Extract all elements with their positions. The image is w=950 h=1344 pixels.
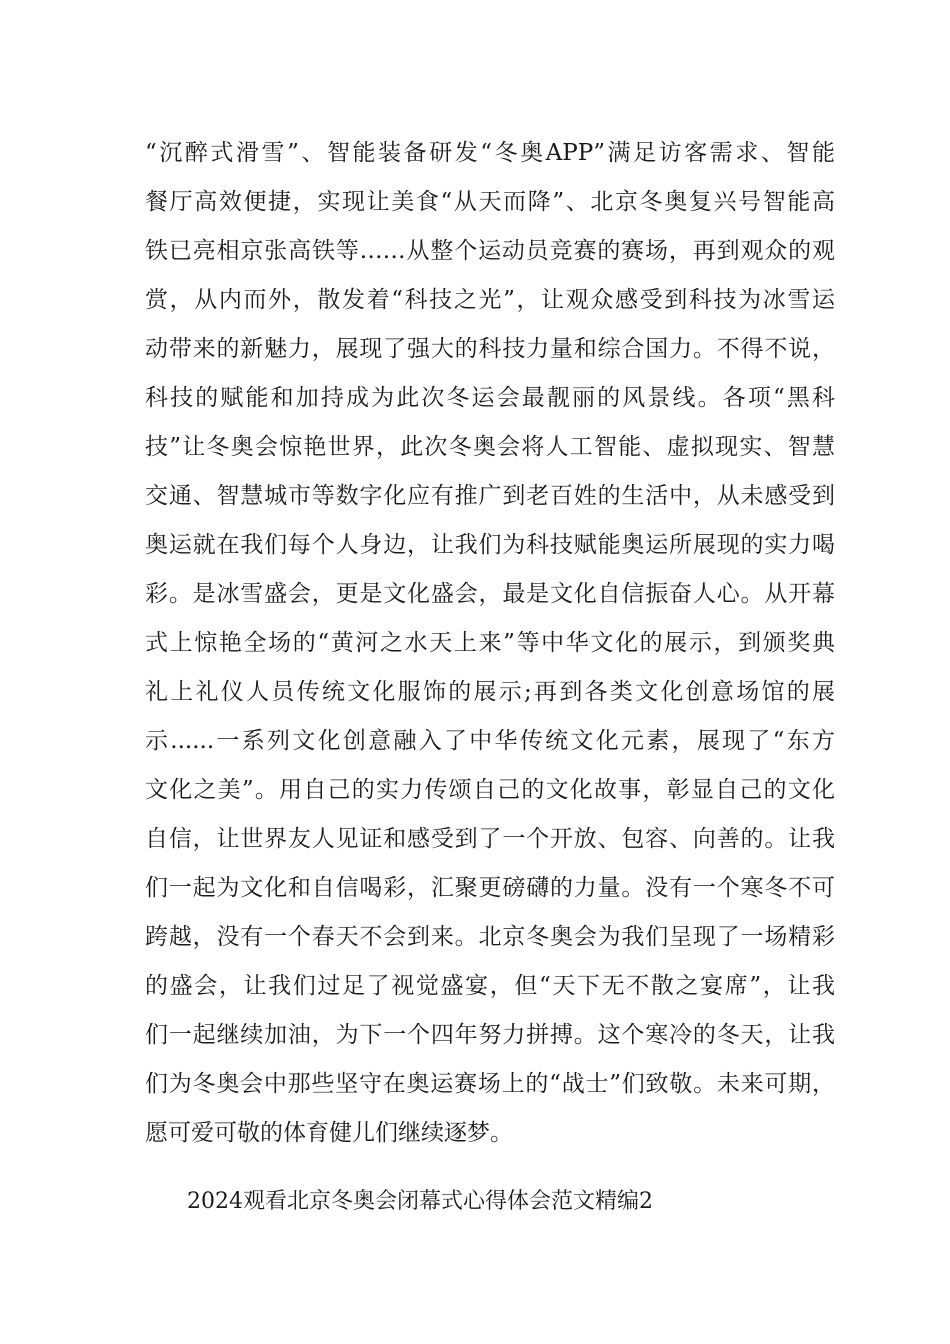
paragraph-line: 跨越，没有一个春天不会到来。北京冬奥会为我们呈现了一场精彩 — [145, 924, 835, 950]
paragraph-line: 们一起为文化和自信喝彩，汇聚更磅礴的力量。没有一个寒冬不可 — [145, 875, 835, 901]
paragraph-line: 们一起继续加油，为下一个四年努力拼搏。这个寒冷的冬天，让我 — [145, 1022, 835, 1048]
paragraph-line: 文化之美”。用自己的实力传颂自己的文化故事，彰显自己的文化 — [145, 777, 835, 803]
paragraph-line: 动带来的新魅力，展现了强大的科技力量和综合国力。不得不说， — [145, 336, 835, 362]
paragraph-line: 自信，让世界友人见证和感受到了一个开放、包容、向善的。让我 — [145, 826, 835, 852]
paragraph-line: 交通、智慧城市等数字化应有推广到老百姓的生活中，从未感受到 — [145, 483, 835, 509]
paragraph-line: 们为冬奥会中那些坚守在奥运赛场上的“战士”们致敬。未来可期， — [145, 1071, 835, 1097]
paragraph-line: 彩。是冰雪盛会，更是文化盛会，最是文化自信振奋人心。从开幕 — [145, 581, 835, 607]
paragraph-line: 式上惊艳全场的“黄河之水天上来”等中华文化的展示，到颁奖典 — [145, 630, 835, 656]
paragraph-line: 赏，从内而外，散发着“科技之光”，让观众感受到科技为冰雪运 — [145, 287, 835, 313]
paragraph-line: 奥运就在我们每个人身边，让我们为科技赋能奥运所展现的实力喝 — [145, 532, 835, 558]
paragraph-line: 技”让冬奥会惊艳世界，此次冬奥会将人工智能、虚拟现实、智慧 — [145, 434, 835, 460]
section-heading: 2024观看北京冬奥会闭幕式心得体会范文精编2 — [187, 1189, 653, 1214]
paragraph-line: 铁已亮相京张高铁等……从整个运动员竞赛的赛场，再到观众的观 — [145, 238, 835, 264]
paragraph-line: 科技的赋能和加持成为此次冬运会最靓丽的风景线。各项“黑科 — [145, 385, 835, 411]
paragraph-line: 礼上礼仪人员传统文化服饰的展示;再到各类文化创意场馆的展 — [145, 679, 835, 705]
body-paragraph — [145, 129, 835, 1158]
paragraph-line: 餐厅高效便捷，实现让美食“从天而降”、北京冬奥复兴号智能高 — [145, 189, 835, 215]
paragraph-line: “沉醉式滑雪”、智能装备研发“冬奥APP”满足访客需求、智能 — [145, 140, 835, 166]
paragraph-line: 示......一系列文化创意融入了中华传统文化元素，展现了“东方 — [145, 728, 835, 754]
paragraph-line: 愿可爱可敬的体育健儿们继续逐梦。 — [145, 1120, 513, 1146]
paragraph-line: 的盛会，让我们过足了视觉盛宴，但“天下无不散之宴席”，让我 — [145, 973, 835, 999]
